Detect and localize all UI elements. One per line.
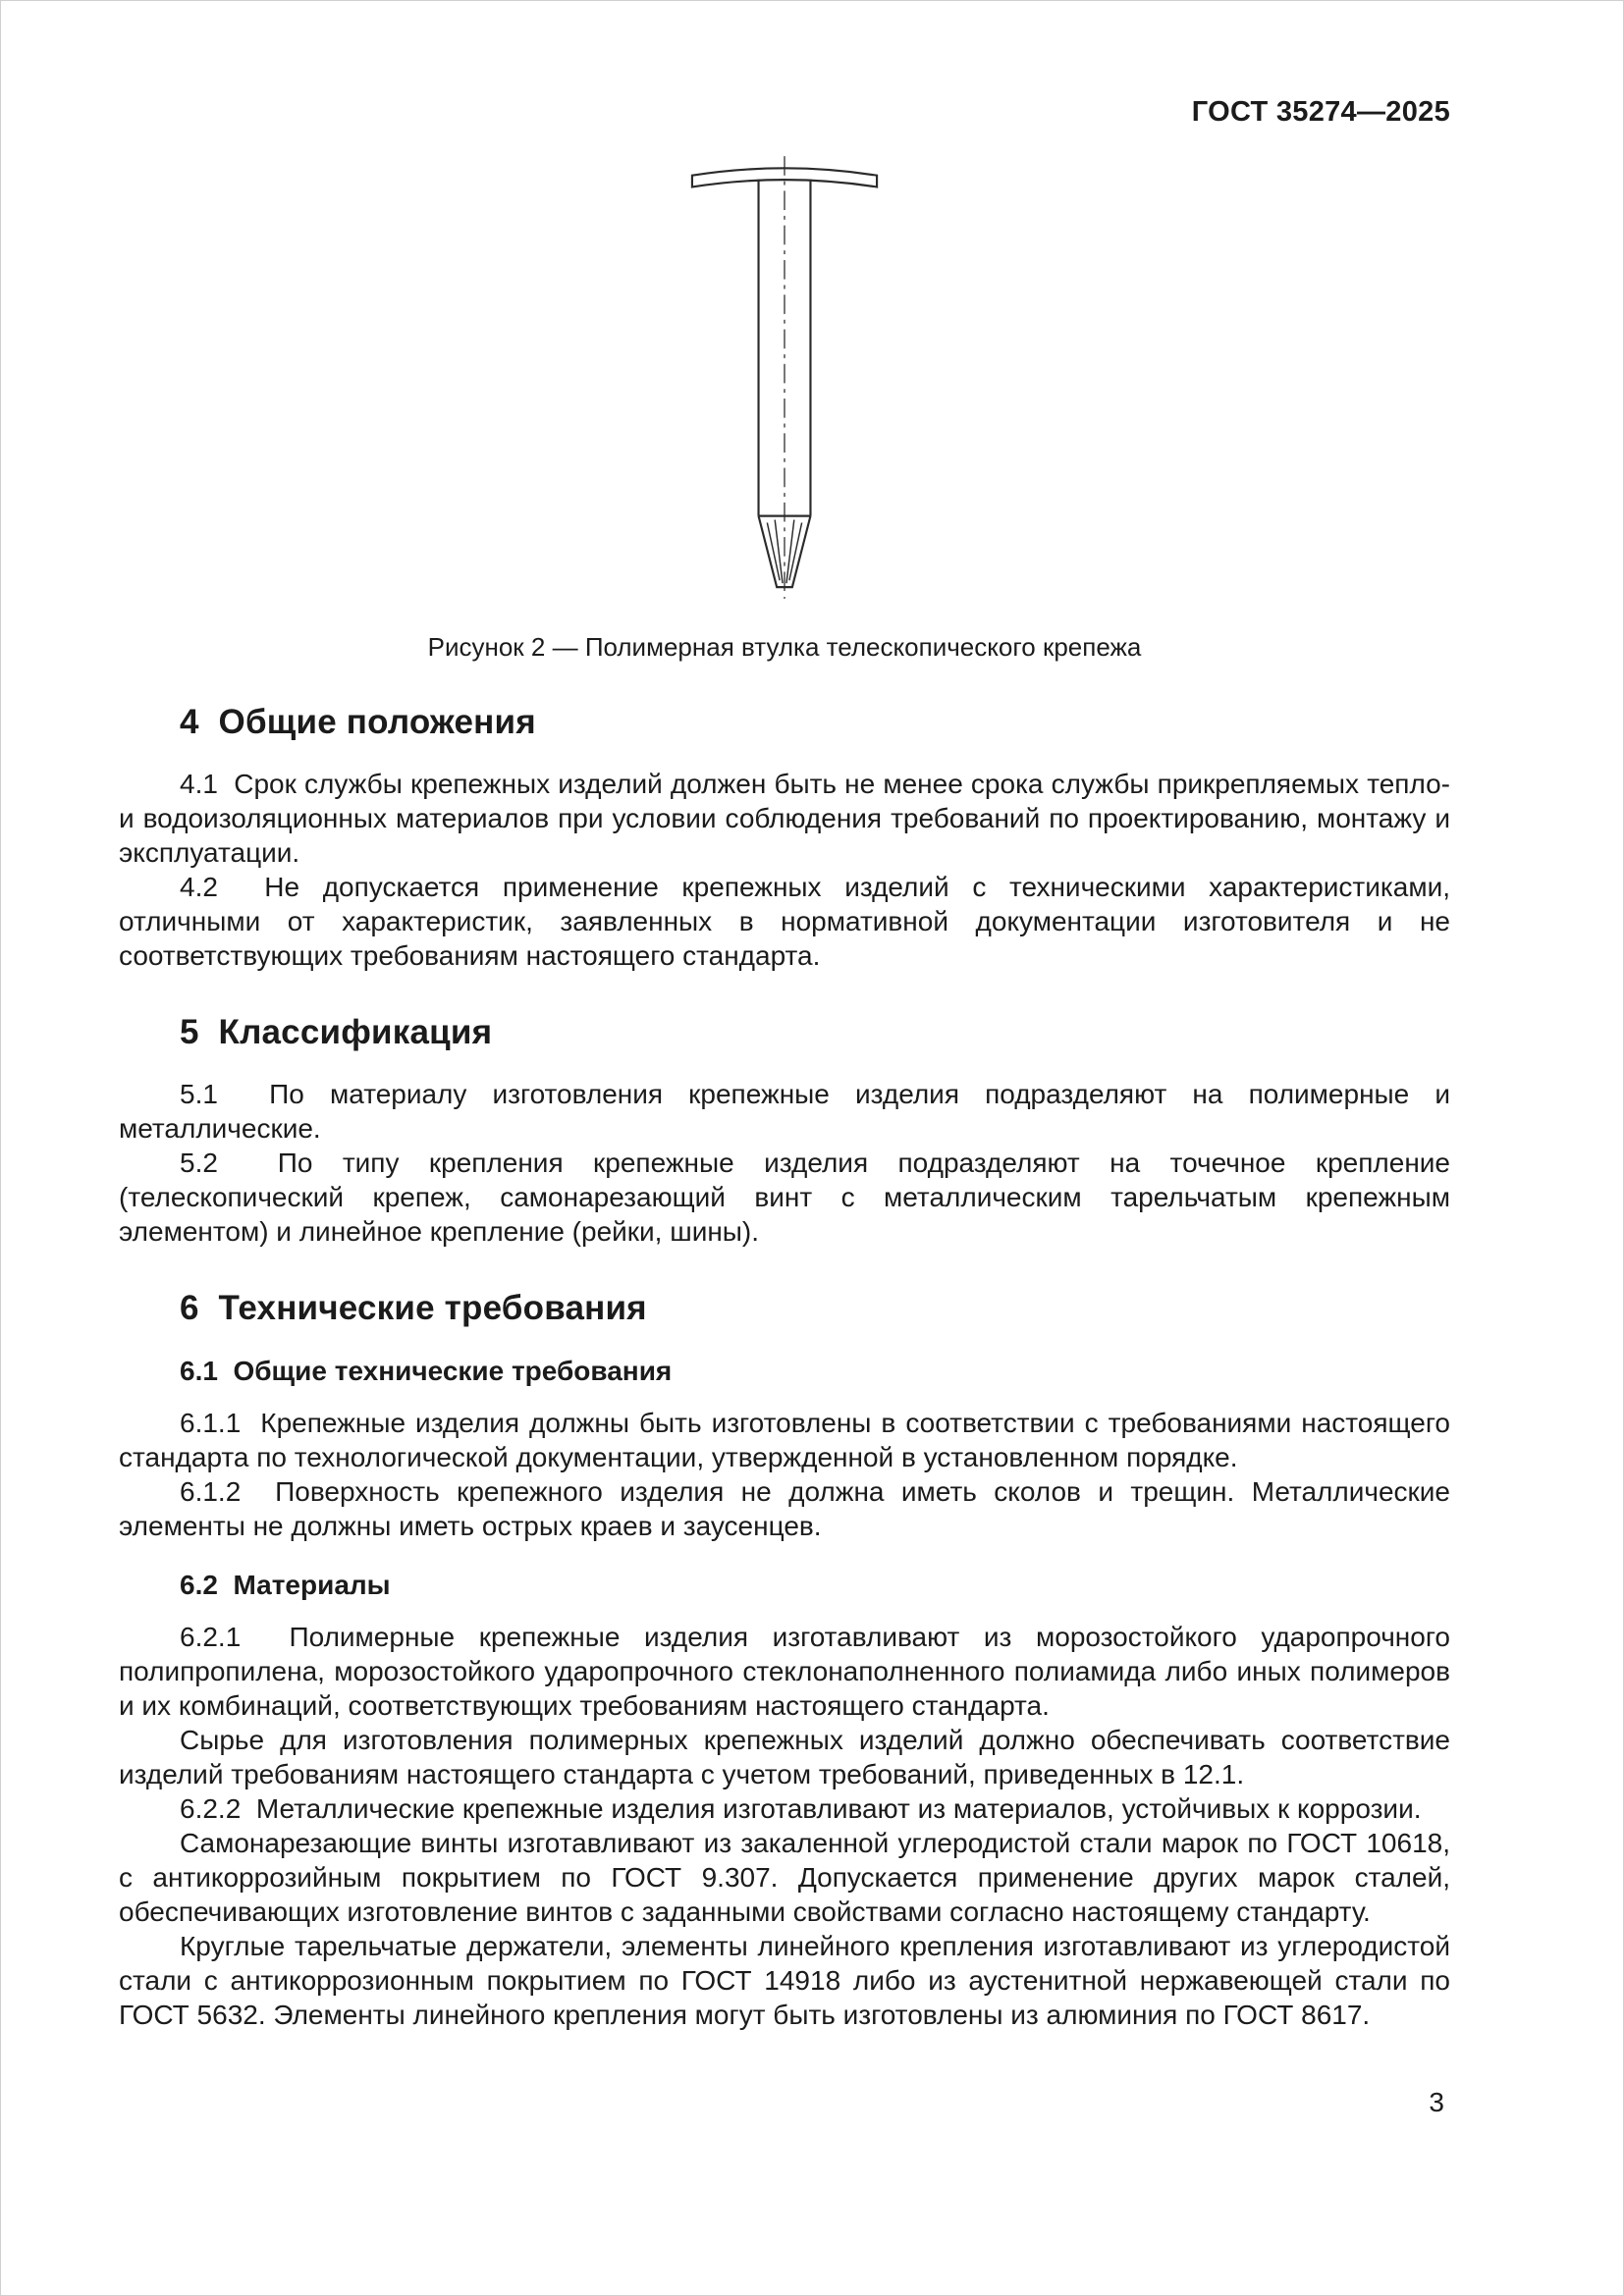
page-content [119,95,1450,2032]
figure-2 [119,154,1450,663]
paragraph-4-1: 4.1 Срок службы крепежных изделий должен быть не менее срока службы прикрепляемых тепло- и водоизоляционных материалов при условии соблюдения требований по проектированию, монтажу и эксплуатации. [119,769,1450,868]
paragraph-6-2-2: 6.2.2 Металлические крепежные изделия изготавливают из материалов, устойчивых к коррозии. [180,1793,1422,1824]
paragraph-5-2: 5.2 По типу крепления крепежные изделия подразделяют на точечное крепление (телескопический крепеж, самонарезающий винт с металлическим тарельчатым крепежным элементом) и линейное крепление (рейки, шины). [119,1148,1450,1247]
paragraph-6-1-1: 6.1.1 Крепежные изделия должны быть изготовлены в соответствии с требованиями настоящего стандарта по технологической документации, утвержденной в установленном порядке. [119,1408,1450,1472]
figure-caption: Рисунок 2 — Полимерная втулка телескопического крепежа [427,632,1142,662]
section-4-title: 4 Общие положения [180,703,536,741]
doc-code-header: ГОСТ 35274—2025 [1191,96,1450,128]
paragraph-6-2-1-continued: Сырье для изготовления полимерных крепежных изделий должно обеспечивать соответствие изделий требованиям настоящего стандарта с учетом требований, приведенных в 12.1. [119,1725,1450,1789]
page-number: 3 [1429,2087,1444,2117]
paragraph-6-1-2: 6.1.2 Поверхность крепежного изделия не должна иметь сколов и трещин. Металлические элементы не должны иметь острых краев и заусенцев. [119,1476,1450,1541]
paragraph-6-2-1: 6.2.1 Полимерные крепежные изделия изготавливают из морозостойкого ударопрочного полипропилена, морозостойкого ударопрочного стеклонаполненного полиамида либо иных полимеров и их комбинаций, соответствующих требованиям настоящего стандарта. [119,1622,1450,1721]
section-6-title: 6 Технические требования [180,1289,647,1327]
subsection-6-2-title: 6.2 Материалы [180,1570,391,1600]
paragraph-6-2-2-screws: Самонарезающие винты изготавливают из закаленной углеродистой стали марок по ГОСТ 10618, с антикоррозийным покрытием по ГОСТ 9.307. Допускается применение других марок сталей, обеспечивающих изготовление винтов с заданными свойствами согласно настоящему стандарту. [119,1828,1450,1927]
paragraph-5-1: 5.1 По материалу изготовления крепежные изделия подразделяют на полимерные и металлические. [119,1079,1450,1144]
subsection-6-1-title: 6.1 Общие технические требования [180,1356,673,1386]
section-5-title: 5 Классификация [180,1013,493,1051]
paragraph-4-2: 4.2 Не допускается применение крепежных изделий с техническими характеристиками, отличными от характеристик, заявленных в нормативной документации изготовителя и не соответствующих требованиям настоящего стандарта. [119,872,1450,971]
telescopic-fastener-sleeve-drawing [688,154,881,601]
paragraph-6-2-2-holders: Круглые тарельчатые держатели, элементы линейного крепления изготавливают из углеродистой стали с антикоррозионным покрытием по ГОСТ 14918 либо из аустенитной нержавеющей стали по ГОСТ 5632. Элементы линейного крепления могут быть изготовлены из алюминия по ГОСТ 8617. [119,1931,1450,2030]
